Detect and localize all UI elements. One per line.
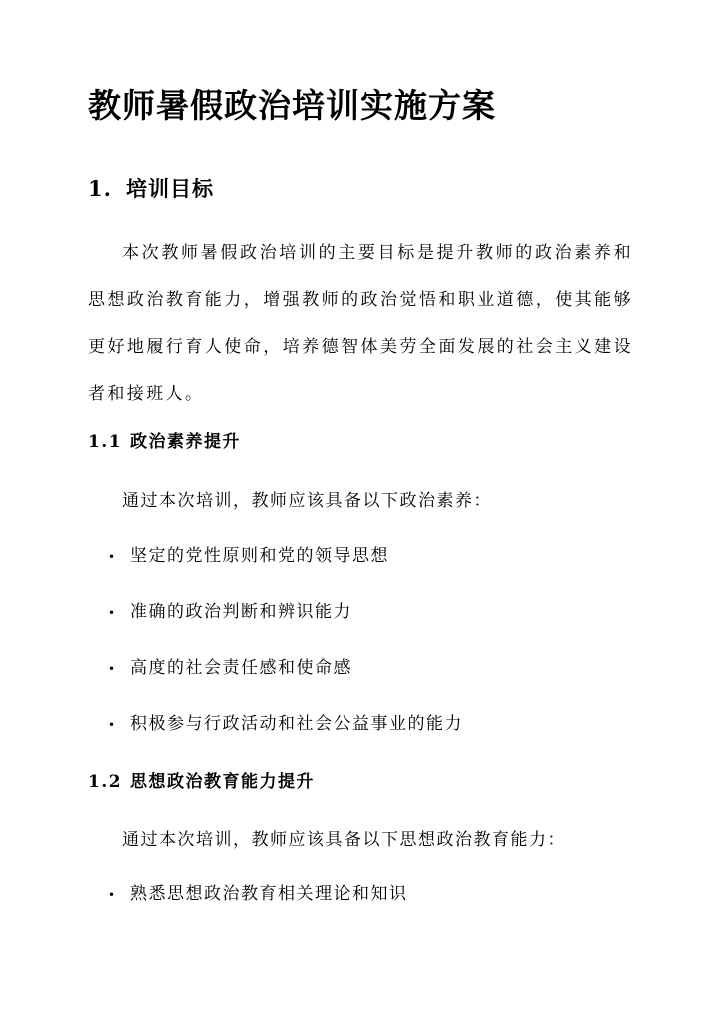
bullet-icon: • (108, 717, 117, 732)
subsection-heading-political-literacy (88, 428, 241, 456)
section-number: 1. (88, 176, 112, 201)
section-heading-training-goals (88, 173, 214, 205)
bullet-icon: • (108, 661, 117, 676)
bullet-icon: • (108, 605, 117, 620)
subsection-heading-text: 思想政治教育能力提升 (130, 772, 315, 792)
subsection-heading-text: 政治素养提升 (130, 432, 241, 452)
section-paragraph: 本次教师暑假政治培训的主要目标是提升教师的政治素养和思想政治教育能力，增强教师的政治觉悟和职业道德，使其能够更好地履行育人使命，培养德智体美劳全面发展的社会主义建设者和接班人。 (88, 243, 633, 404)
subsection-number: 1.1 (88, 432, 123, 452)
list-item-text: 坚定的党性原则和党的领导思想 (130, 546, 389, 566)
list-item (108, 880, 408, 909)
subsection-intro: 通过本次培训，教师应该具备以下思想政治教育能力： (122, 830, 566, 850)
bullet-icon: • (108, 549, 117, 564)
subsection-intro: 通过本次培训，教师应该具备以下政治素养： (122, 491, 492, 511)
list-item (108, 710, 463, 739)
subsection-heading-ideological-education (88, 768, 315, 796)
section-heading-text: 培训目标 (126, 176, 214, 201)
bullet-icon: • (108, 887, 117, 902)
list-item (108, 654, 352, 683)
list-item (108, 542, 389, 571)
list-item-text: 高度的社会责任感和使命感 (130, 658, 352, 678)
list-item-text: 积极参与行政活动和社会公益事业的能力 (130, 714, 463, 734)
list-item-text: 准确的政治判断和辨识能力 (130, 602, 352, 622)
list-item (108, 598, 352, 627)
document-title: 教师暑假政治培训实施方案 (88, 86, 496, 125)
subsection-number: 1.2 (88, 772, 123, 792)
list-item-text: 熟悉思想政治教育相关理论和知识 (130, 884, 408, 904)
